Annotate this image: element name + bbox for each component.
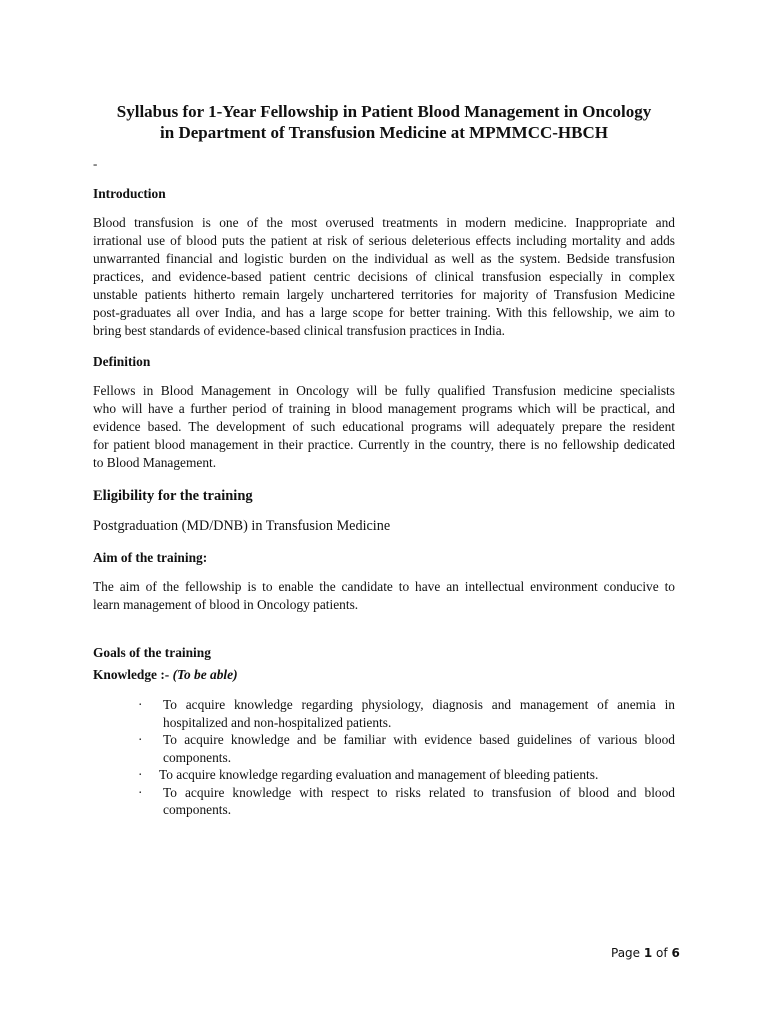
eligibility-text: Postgraduation (MD/DNB) in Transfusion Medicine [93,518,391,534]
bullet-marker: · [138,784,143,800]
list-item [138,766,675,784]
bullet-marker: · [138,697,143,712]
knowledge-subheading [93,666,238,684]
bullet-marker: · [138,767,143,782]
bullet-text: hospitalized and non-hospitalized patients. [163,714,392,730]
page-word: Page [611,946,644,960]
eligibility-heading: Eligibility for the training [93,488,253,504]
introduction-heading: Introduction [93,186,166,201]
introduction-line: unstable patients hitherto remain largely unchartered territories for majority of Transfusion Medicine [93,287,675,302]
page-number [611,946,680,960]
bullet-marker: · [138,732,143,747]
aim-line: learn management of blood in Oncology patients. [93,597,359,612]
bullet-text: components. [163,749,232,765]
introduction-paragraph [93,214,675,340]
current-page: 1 [643,946,653,960]
knowledge-qualifier: (To be able) [172,667,238,682]
document-title [80,101,688,143]
introduction-line: Blood transfusion is one of the most overused treatments in modern medicine. Inappropriate and [93,215,675,230]
bullet-text: components. [163,802,232,817]
introduction-line: practices, and evidence-based patient centric decisions of clinical transfusion especially in complex [93,269,675,284]
goals-heading: Goals of the training [93,645,211,660]
introduction-line: irrational use of blood puts the patient at risk of serious deleterious effects including mortality and adds [93,233,675,248]
bullet-text: To acquire knowledge regarding physiology, diagnosis and management of anemia in [163,697,675,712]
title-line-1: Syllabus for 1-Year Fellowship in Patient Blood Management in Oncology [116,102,652,121]
definition-line: evidence based. The development of such educational programs will adequately prepare the resident [93,419,675,434]
introduction-line: post-graduates all over India, and has a large scope for better training. With this fellowship, we aim to [93,305,675,320]
definition-line: for patient blood management in their practice. Currently in the country, there is no fellowship dedicated [93,437,675,452]
definition-line: Fellows in Blood Management in Oncology will be fully qualified Transfusion medicine specialists [93,383,675,398]
stray-dash: - [93,156,98,171]
title-line-2: in Department of Transfusion Medicine at MPMMCC-HBCH [160,123,608,142]
definition-line: to Blood Management. [93,455,217,470]
definition-paragraph [93,382,675,472]
introduction-line: unwarranted financial and logistic burden on the individual as well as the system. Bedside transfusion [93,251,675,266]
list-item [138,784,675,819]
definition-line: who will have a further period of training in blood management programs which will be practical, and [93,401,675,416]
knowledge-bullet-list [138,696,675,819]
of-word: of [652,946,672,960]
bullet-text: To acquire knowledge and be familiar with evidence based guidelines of various blood [163,732,675,747]
knowledge-label: Knowledge :- [93,667,173,682]
list-item [138,731,675,766]
aim-heading: Aim of the training: [93,550,208,565]
bullet-text: To acquire knowledge with respect to risks related to transfusion of blood and blood [163,784,675,800]
introduction-line: bring best standards of evidence-based clinical transfusion practices in India. [93,323,505,338]
bullet-text: To acquire knowledge regarding evaluation and management of bleeding patients. [159,767,599,782]
aim-paragraph [93,578,675,614]
total-pages: 6 [671,946,680,960]
definition-heading: Definition [93,354,151,369]
list-item [138,696,675,731]
aim-line: The aim of the fellowship is to enable the candidate to have an intellectual environment conducive to [93,579,675,594]
